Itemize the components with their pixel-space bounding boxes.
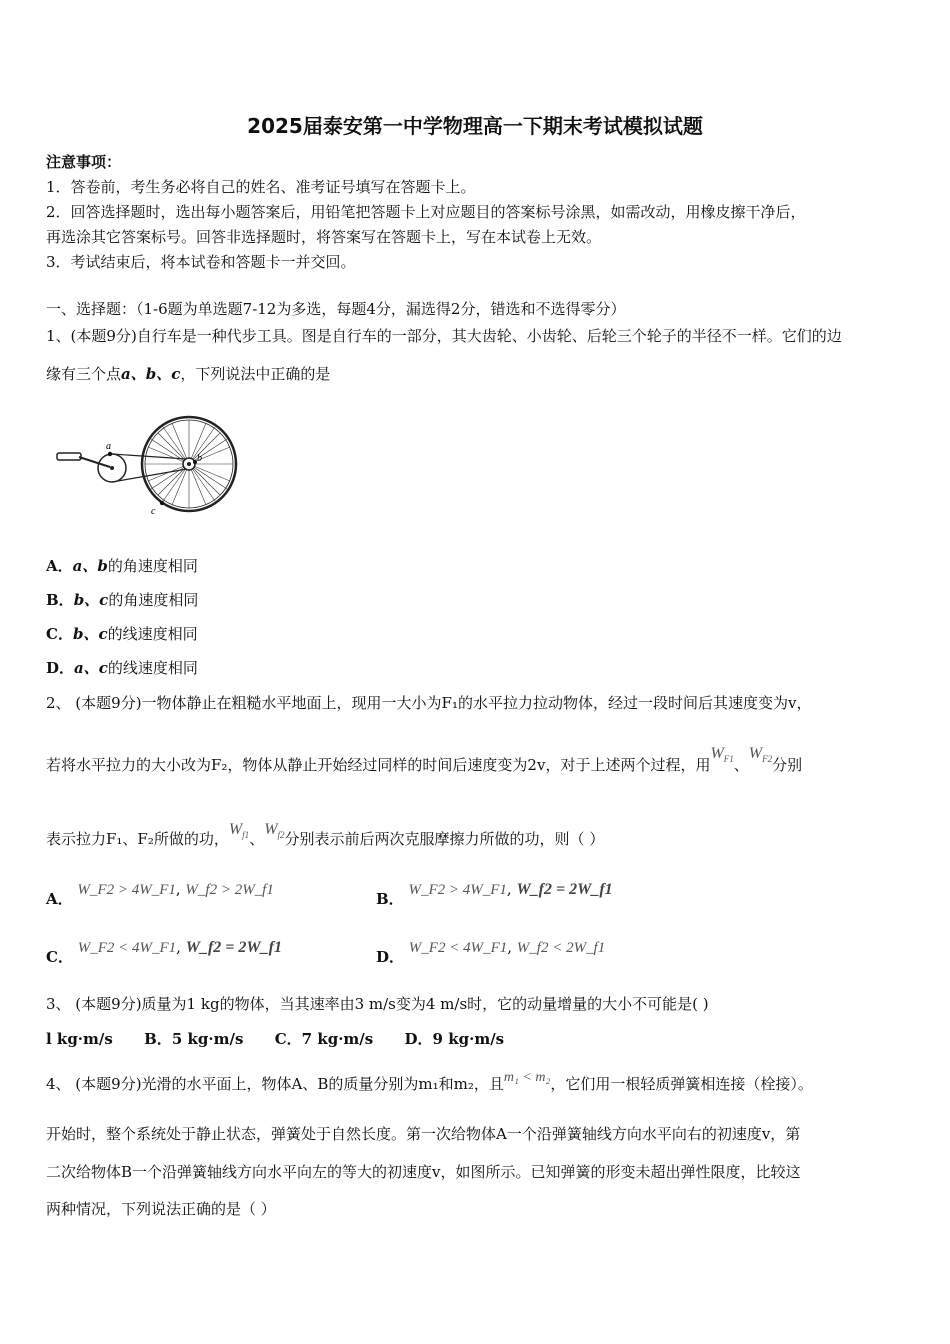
- q1-stem-line1: 1、(本题9分)自行车是一种代步工具。图是自行车的一部分，其大齿轮、小齿轮、后轮三个轮子的半径不一样。它们的边: [46, 327, 842, 345]
- option-expr: W_f2 = 2W_f1: [516, 881, 613, 898]
- math-wF2: $W_{F2}$: [748, 745, 773, 765]
- label-b: b: [197, 453, 202, 464]
- note-item: 3．考试结束后，将本试卷和答题卡一并交回。: [46, 253, 356, 271]
- note-item: 再选涂其它答案标号。回答非选择题时，将答案写在答题卡上，写在本试卷上无效。: [46, 228, 602, 246]
- q2-stem-text: 分别表示前后两次克服摩擦力所做的功，则（ ）: [284, 830, 605, 848]
- q2-option-d[interactable]: D． W_F2 < 4W_F1, W_f2 < 2W_f1: [376, 938, 606, 966]
- option-letter: D．: [46, 659, 75, 677]
- option-expr: W_F2 < 4W_F1: [408, 940, 508, 956]
- option-expr: W_f2 > 2W_f1: [185, 882, 274, 898]
- q1-points: a、b、c: [121, 365, 181, 383]
- q2-stem-line1: 2、 (本题9分)一物体静止在粗糙水平地面上，现用一大小为F₁的水平拉力拉动物体，经过一段时间后其速度变为v，: [46, 694, 812, 712]
- option-letter: D．: [376, 948, 405, 966]
- q1-option-b[interactable]: [46, 591, 198, 609]
- point-c: [160, 501, 164, 505]
- q2-stem-text: 表示拉力F₁、F₂所做的功，: [46, 830, 229, 848]
- q1-stem-text: 缘有三个点: [46, 365, 122, 383]
- option-letter: A．: [46, 557, 73, 575]
- page-title: 2025届泰安第一中学物理高一下期末考试模拟试题: [247, 114, 703, 138]
- option-text: 的角速度相同: [107, 557, 198, 575]
- option-vars: a、c: [74, 659, 108, 677]
- math-mass-inequality: m₁ < m₂: [503, 1070, 551, 1085]
- option-vars: b、c: [73, 591, 109, 609]
- q4-stem-text: ，它们用一根轻质弹簧相连接（栓接）。: [550, 1075, 813, 1093]
- math-wf2: $W_{f2}$: [264, 821, 285, 841]
- option-letter: B．: [376, 890, 404, 908]
- separator: 、: [733, 756, 749, 774]
- crank-arm: [79, 457, 110, 467]
- q4-stem-text: 4、 (本题9分)光滑的水平面上，物体A、B的质量分别为m₁和m₂，且: [46, 1075, 504, 1093]
- q2-option-b[interactable]: B． W_F2 > 4W_F1, W_f2 = 2W_f1: [376, 880, 613, 908]
- q4-stem-line1: [46, 1070, 813, 1095]
- big-gear-hub: [110, 466, 114, 470]
- option-letter: C．: [46, 948, 73, 966]
- math-wf1: $W_{f1}$: [228, 821, 250, 841]
- bicycle-figure: [55, 415, 250, 525]
- q1-option-c[interactable]: [46, 625, 198, 643]
- option-vars: a、b: [72, 557, 108, 575]
- section-heading: 一、选择题：（1-6题为单选题7-12为多选，每题4分，漏选得2分，错选和不选得零分）: [46, 300, 626, 318]
- q4-stem-line4: 两种情况，下列说法正确的是（ ）: [46, 1200, 276, 1218]
- label-c: c: [151, 506, 156, 517]
- option-text: 的线速度相同: [107, 659, 198, 677]
- option-expr: W_f2 = 2W_f1: [185, 939, 282, 956]
- small-gear-hub: [187, 462, 191, 466]
- option-expr: W_F2 > 4W_F1: [408, 882, 507, 898]
- q3-options[interactable]: l kg·m/s B．5 kg·m/s C．7 kg·m/s D．9 kg·m/s: [46, 1030, 505, 1048]
- option-vars: b、c: [72, 625, 108, 643]
- q4-stem-line2: 开始时，整个系统处于静止状态，弹簧处于自然长度。第一次给物体A一个沿弹簧轴线方向水平向右的初速度v，第: [46, 1125, 801, 1143]
- q2-option-a[interactable]: A． W_F2 > 4W_F1, W_f2 > 2W_f1: [46, 880, 274, 908]
- option-letter: C．: [46, 625, 73, 643]
- q2-stem-line2: [46, 745, 803, 777]
- pedal: [57, 453, 81, 460]
- label-a: a: [106, 441, 111, 452]
- q2-option-c[interactable]: C． W_F2 < 4W_F1, W_f2 = 2W_f1: [46, 938, 282, 966]
- option-expr: W_f2 < 2W_f1: [516, 940, 606, 956]
- q1-option-d[interactable]: [46, 659, 198, 677]
- option-text: 的线速度相同: [107, 625, 198, 643]
- note-item: 2．回答选择题时，选出每小题答案后，用铅笔把答题卡上对应题目的答案标号涂黑，如需改动，用橡皮擦干净后，: [46, 203, 806, 221]
- q2-stem-text: 分别: [772, 756, 803, 774]
- math-wF1: $W_{F1}$: [710, 745, 734, 765]
- option-expr: W_F2 > 4W_F1: [77, 882, 176, 898]
- option-letter: B．: [46, 591, 74, 609]
- option-letter: A．: [46, 890, 73, 908]
- notes-heading: 注意事项：: [46, 153, 122, 171]
- q4-stem-line3: 二次给物体B一个沿弹簧轴线方向水平向左的等大的初速度v，如图所示。已知弹簧的形变未超出弹性限度，比较这: [46, 1163, 801, 1181]
- option-expr: W_F2 < 4W_F1: [77, 940, 177, 956]
- separator: 、: [249, 830, 265, 848]
- q2-stem-line3: [46, 821, 605, 851]
- q2-stem-text: 若将水平拉力的大小改为F₂，物体从静止开始经过同样的时间后速度变为2v，对于上述两个过程，用: [46, 756, 711, 774]
- note-item: 1．答卷前，考生务必将自己的姓名、准考证号填写在答题卡上。: [46, 178, 476, 196]
- q1-stem-text: ，下列说法中正确的是: [180, 365, 331, 383]
- q1-stem-line2: [46, 365, 330, 383]
- point-a: [108, 452, 112, 456]
- q3-stem: 3、 (本题9分)质量为1 kg的物体，当其速率由3 m/s变为4 m/s时，它的动量增量的大小不可能是( ): [46, 995, 709, 1013]
- q1-option-a[interactable]: [46, 557, 198, 575]
- option-text: 的角速度相同: [108, 591, 199, 609]
